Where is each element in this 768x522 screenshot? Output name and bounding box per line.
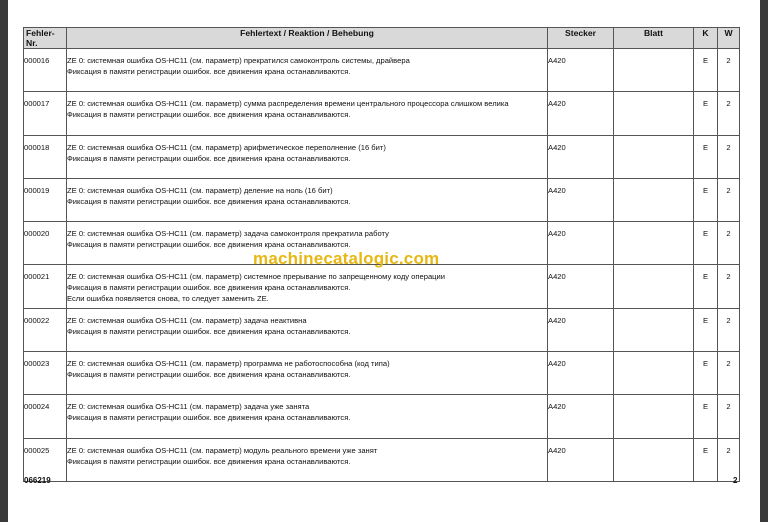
cell-w: 2 (718, 265, 740, 308)
cell-k: E (694, 222, 718, 265)
cell-text (67, 438, 548, 481)
cell-text (67, 308, 548, 351)
cell-k: E (694, 395, 718, 438)
text-line: Фиксация в памяти регистрации ошибок. все движения крана останавливаются. (67, 456, 351, 466)
cell-stecker: A420 (548, 178, 614, 221)
cell-stecker: A420 (548, 135, 614, 178)
text-line: Фиксация в памяти регистрации ошибок. все движения крана останавливаются. (67, 240, 351, 250)
cell-nr: 000024 (24, 395, 67, 438)
cell-nr: 000018 (24, 135, 67, 178)
cell-w: 2 (718, 395, 740, 438)
cell-k: E (694, 308, 718, 351)
cell-stecker: A420 (548, 49, 614, 92)
text-line: ZE 0: системная ошибка OS-HC11 (см. параметр) арифметическое переполнение (16 бит) (67, 142, 386, 152)
cell-nr: 000020 (24, 222, 67, 265)
document-number: 066219 (24, 476, 51, 485)
header-k: K (694, 28, 718, 49)
cell-text (67, 49, 548, 92)
text-line: ZE 0: системная ошибка OS-HC11 (см. параметр) деление на ноль (16 бит) (67, 185, 333, 195)
text-line: ZE 0: системная ошибка OS-HC11 (см. параметр) сумма распределения времени центрального процессора слишком велика (67, 99, 509, 109)
cell-nr: 000021 (24, 265, 67, 308)
cell-k: E (694, 135, 718, 178)
watermark-text: machinecatalogic.com (253, 249, 440, 268)
cell-w: 2 (718, 352, 740, 395)
cell-text (67, 178, 548, 221)
header-fehler-nr: Fehler-Nr. (24, 28, 67, 49)
text-line: ZE 0: системная ошибка OS-HC11 (см. параметр) прекратился самоконтроль системы, драйвера (67, 56, 410, 65)
cell-text (67, 222, 548, 265)
cell-k: E (694, 178, 718, 221)
cell-nr: 000025 (24, 438, 67, 481)
cell-stecker: A420 (548, 265, 614, 308)
text-line: Фиксация в памяти регистрации ошибок. все движения крана останавливаются. (67, 283, 351, 293)
table-row (24, 308, 740, 351)
text-line: Фиксация в памяти регистрации ошибок. все движения крана останавливаются. (67, 153, 351, 163)
cell-w: 2 (718, 222, 740, 265)
page-number: 2 (733, 476, 738, 485)
cell-stecker: A420 (548, 222, 614, 265)
cell-nr: 000019 (24, 178, 67, 221)
table-row (24, 265, 740, 308)
text-line: ZE 0: системная ошибка OS-HC11 (см. параметр) задача уже занята (67, 402, 310, 412)
cell-stecker: A420 (548, 308, 614, 351)
cell-blatt (614, 308, 694, 351)
cell-w: 2 (718, 438, 740, 481)
cell-text (67, 352, 548, 395)
error-table (23, 27, 740, 482)
text-line: Фиксация в памяти регистрации ошибок. все движения крана останавливаются. (67, 370, 351, 380)
cell-text (67, 135, 548, 178)
cell-blatt (614, 352, 694, 395)
cell-k: E (694, 265, 718, 308)
cell-stecker: A420 (548, 92, 614, 135)
table-row (24, 92, 740, 135)
text-line: Фиксация в памяти регистрации ошибок. все движения крана останавливаются. (67, 67, 351, 76)
cell-text (67, 395, 548, 438)
text-line: Фиксация в памяти регистрации ошибок. все движения крана останавливаются. (67, 110, 351, 120)
header-fehlertext: Fehlertext / Reaktion / Behebung (67, 28, 548, 49)
table-row (24, 438, 740, 481)
text-line: ZE 0: системная ошибка OS-HC11 (см. параметр) модуль реального времени уже занят (67, 445, 378, 455)
document-page (8, 0, 760, 522)
cell-blatt (614, 265, 694, 308)
table-header-row (24, 28, 740, 49)
cell-w: 2 (718, 49, 740, 92)
table-row (24, 49, 740, 92)
cell-k: E (694, 92, 718, 135)
text-line: Фиксация в памяти регистрации ошибок. все движения крана останавливаются. (67, 413, 351, 423)
cell-blatt (614, 135, 694, 178)
table-row (24, 352, 740, 395)
header-blatt: Blatt (614, 28, 694, 49)
cell-w: 2 (718, 92, 740, 135)
cell-stecker: A420 (548, 438, 614, 481)
cell-w: 2 (718, 135, 740, 178)
cell-k: E (694, 49, 718, 92)
cell-blatt (614, 92, 694, 135)
text-line: ZE 0: системная ошибка OS-HC11 (см. параметр) задача неактивна (67, 315, 307, 325)
cell-nr: 000017 (24, 92, 67, 135)
table-row (24, 222, 740, 265)
cell-text (67, 265, 548, 308)
cell-w: 2 (718, 308, 740, 351)
text-line: ZE 0: системная ошибка OS-HC11 (см. параметр) задача самоконтроля прекратила работу (67, 229, 389, 239)
table-row (24, 395, 740, 438)
cell-k: E (694, 352, 718, 395)
cell-nr: 000022 (24, 308, 67, 351)
cell-blatt (614, 438, 694, 481)
cell-text (67, 92, 548, 135)
table-row (24, 135, 740, 178)
text-line: ZE 0: системная ошибка OS-HC11 (см. параметр) системное прерывание по запрещенному коду операции (67, 272, 445, 282)
header-w: W (718, 28, 740, 49)
header-stecker: Stecker (548, 28, 614, 49)
cell-nr: 000016 (24, 49, 67, 92)
text-line: Фиксация в памяти регистрации ошибок. все движения крана останавливаются. (67, 326, 351, 336)
text-line: Фиксация в памяти регистрации ошибок. все движения крана останавливаются. (67, 196, 351, 206)
cell-blatt (614, 222, 694, 265)
cell-blatt (614, 178, 694, 221)
cell-nr: 000023 (24, 352, 67, 395)
cell-k: E (694, 438, 718, 481)
table-row (24, 178, 740, 221)
text-line: Если ошибка появляется снова, то следует заменить ZE. (67, 294, 269, 304)
cell-stecker: A420 (548, 352, 614, 395)
text-line: ZE 0: системная ошибка OS-HC11 (см. параметр) программа не работоспособна (код типа) (67, 359, 390, 369)
cell-blatt (614, 395, 694, 438)
cell-stecker: A420 (548, 395, 614, 438)
cell-w: 2 (718, 178, 740, 221)
cell-blatt (614, 49, 694, 92)
